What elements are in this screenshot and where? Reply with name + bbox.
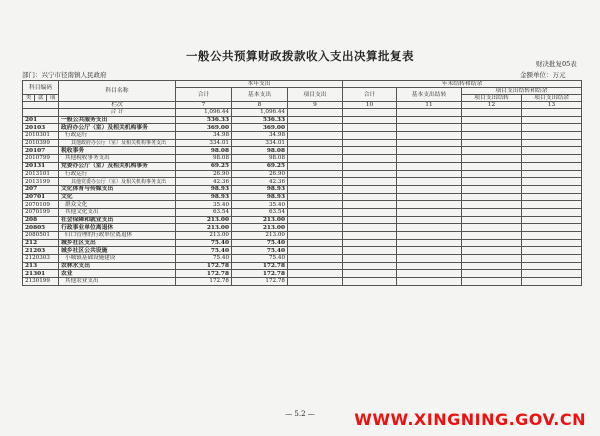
table-row — [23, 247, 582, 255]
row-basic: 98.93 — [232, 185, 288, 193]
row-total: 98.08 — [176, 147, 232, 155]
row-basic: 213.00 — [232, 224, 288, 232]
basic-header: 基本支出 — [232, 88, 288, 102]
row-code: 2070199 — [23, 208, 59, 216]
row-total: 69.25 — [176, 162, 232, 170]
row-basic: 69.25 — [232, 162, 288, 170]
row-total: 369.00 — [176, 124, 232, 132]
table-row — [23, 224, 582, 232]
table-row — [23, 232, 582, 240]
row-total: 213.00 — [176, 232, 232, 240]
row-basic: 26.90 — [232, 170, 288, 178]
row-basic: 63.54 — [232, 208, 288, 216]
table-row — [23, 201, 582, 209]
row-code: 2010301 — [23, 132, 59, 140]
row-total: 536.33 — [176, 116, 232, 124]
basic-carry-header: 基本支出结转 — [397, 88, 462, 102]
row-basic: 334.01 — [232, 139, 288, 147]
budget-table — [22, 80, 582, 286]
row-total: 213.00 — [176, 224, 232, 232]
unit-label: 金额单位：万元 — [520, 71, 566, 79]
col-number: 12 — [462, 102, 522, 109]
total-header: 合计 — [176, 88, 232, 102]
row-code: 2120303 — [23, 255, 59, 263]
row-basic: 35.40 — [232, 201, 288, 209]
row-basic: 172.78 — [232, 262, 288, 270]
watermark: WWW.XINGNING.GOV.CN — [354, 410, 586, 429]
xiang-header: 项 — [47, 95, 59, 102]
row-total: 75.40 — [176, 239, 232, 247]
col-number: 13 — [522, 102, 582, 109]
table-row — [23, 178, 582, 186]
row-total: 42.36 — [176, 178, 232, 186]
row-name: 文化 — [59, 193, 176, 201]
col-label: 栏次 — [59, 102, 176, 109]
col-number: 7 — [176, 102, 232, 109]
row-basic: 536.33 — [232, 116, 288, 124]
row-name: 行政运行 — [59, 170, 176, 178]
row-code: 21203 — [23, 247, 59, 255]
table-row — [23, 124, 582, 132]
row-basic: 172.78 — [232, 278, 288, 286]
row-name: 其他文化支出 — [59, 208, 176, 216]
project-carry-group-header: 项目支出结转和结余 — [462, 88, 582, 95]
col-number: 9 — [288, 102, 343, 109]
row-basic: 75.40 — [232, 239, 288, 247]
row-total: 213.00 — [176, 216, 232, 224]
total-row-label: 合 计 — [59, 109, 176, 117]
row-total: 75.40 — [176, 247, 232, 255]
table-row — [23, 216, 582, 224]
row-total: 172.78 — [176, 270, 232, 278]
row-code: 208 — [23, 216, 59, 224]
col-number: 8 — [232, 102, 288, 109]
row-name: 行政运行 — [59, 132, 176, 140]
table-row — [23, 270, 582, 278]
row-code: 213 — [23, 262, 59, 270]
row-basic: 98.08 — [232, 147, 288, 155]
table-code: 财决批复05表 — [536, 60, 577, 68]
year-end-header: 年末结转和结余 — [343, 81, 582, 88]
row-basic: 34.98 — [232, 132, 288, 140]
row-code: 2010799 — [23, 155, 59, 163]
row-name: 农林水支出 — [59, 262, 176, 270]
row-basic: 369.00 — [232, 124, 288, 132]
total-amount: 1,096.44 — [176, 109, 232, 117]
row-code: 2010399 — [23, 139, 59, 147]
row-name: 党委办公厅（室）及相关机构事务 — [59, 162, 176, 170]
row-total: 34.98 — [176, 132, 232, 140]
table-row — [23, 132, 582, 140]
table-row — [23, 155, 582, 163]
table-row — [23, 147, 582, 155]
row-name: 政府办公厅（室）及相关机构事务 — [59, 124, 176, 132]
project-surplus-header: 项目支出结余 — [522, 95, 582, 102]
code-header: 科目编码 — [23, 81, 59, 95]
row-code: 21301 — [23, 270, 59, 278]
row-code: 2013199 — [23, 178, 59, 186]
table-row — [23, 278, 582, 286]
row-total: 98.93 — [176, 193, 232, 201]
row-code: 20103 — [23, 124, 59, 132]
lei-header: 类 — [23, 95, 35, 102]
total-basic: 1,096.44 — [232, 109, 288, 117]
row-total: 35.40 — [176, 201, 232, 209]
row-basic: 98.93 — [232, 193, 288, 201]
row-code: 201 — [23, 116, 59, 124]
row-code: 2080501 — [23, 232, 59, 240]
name-header: 科目名称 — [59, 81, 176, 102]
table-row — [23, 116, 582, 124]
table-row — [23, 239, 582, 247]
row-basic: 75.40 — [232, 255, 288, 263]
table-row — [23, 255, 582, 263]
row-code: 20107 — [23, 147, 59, 155]
row-name: 城乡社区支出 — [59, 239, 176, 247]
row-basic: 75.40 — [232, 247, 288, 255]
row-total: 26.90 — [176, 170, 232, 178]
row-total: 98.08 — [176, 155, 232, 163]
table-row — [23, 262, 582, 270]
table-row — [23, 185, 582, 193]
col-number: 11 — [397, 102, 462, 109]
row-name: 税收事务 — [59, 147, 176, 155]
table-row — [23, 170, 582, 178]
row-code: 2130199 — [23, 278, 59, 286]
row-total: 334.01 — [176, 139, 232, 147]
row-name: 其他农业支出 — [59, 278, 176, 286]
current-year-header: 本年支出 — [176, 81, 343, 88]
row-basic: 98.08 — [232, 155, 288, 163]
row-name: 其他税收事务支出 — [59, 155, 176, 163]
row-name: 城乡社区公共设施 — [59, 247, 176, 255]
row-basic: 213.00 — [232, 216, 288, 224]
project-carry-header: 项目支出结转 — [462, 95, 522, 102]
row-name: 社会保障和就业支出 — [59, 216, 176, 224]
table-row — [23, 208, 582, 216]
table-row — [23, 139, 582, 147]
row-code: 2070109 — [23, 201, 59, 209]
row-basic: 213.00 — [232, 232, 288, 240]
row-code: 212 — [23, 239, 59, 247]
row-name: 一般公共服务支出 — [59, 116, 176, 124]
row-code: 20131 — [23, 162, 59, 170]
row-basic: 42.36 — [232, 178, 288, 186]
row-code: 20805 — [23, 224, 59, 232]
page-title: 一般公共预算财政拨款收入支出决算批复表 — [186, 49, 414, 63]
total-row — [23, 109, 582, 117]
row-name: 农业 — [59, 270, 176, 278]
row-total: 75.40 — [176, 255, 232, 263]
row-name: 文化体育与传媒支出 — [59, 185, 176, 193]
row-total: 63.54 — [176, 208, 232, 216]
row-name: 群众文化 — [59, 201, 176, 209]
department-label: 部门：兴宁市径南镇人民政府 — [22, 71, 107, 79]
row-name: 其他党委办公厅（室）及相关机构事务支出 — [59, 178, 176, 186]
row-name: 其他政府办公厅（室）及相关机构事务支出 — [59, 139, 176, 147]
page-number: — 5.2 — — [285, 410, 315, 418]
project-header: 项目支出 — [288, 88, 343, 102]
row-total: 172.78 — [176, 278, 232, 286]
total2-header: 合计 — [343, 88, 397, 102]
col-number: 10 — [343, 102, 397, 109]
row-name: 小城镇基础设施建设 — [59, 255, 176, 263]
row-name: 归口管理的行政单位离退休 — [59, 232, 176, 240]
row-total: 172.78 — [176, 262, 232, 270]
row-name: 行政事业单位离退休 — [59, 224, 176, 232]
row-basic: 172.78 — [232, 270, 288, 278]
row-code: 207 — [23, 185, 59, 193]
row-code: 20701 — [23, 193, 59, 201]
kuan-header: 款 — [35, 95, 47, 102]
table-row — [23, 193, 582, 201]
row-code: 2013101 — [23, 170, 59, 178]
row-total: 98.93 — [176, 185, 232, 193]
table-row — [23, 162, 582, 170]
